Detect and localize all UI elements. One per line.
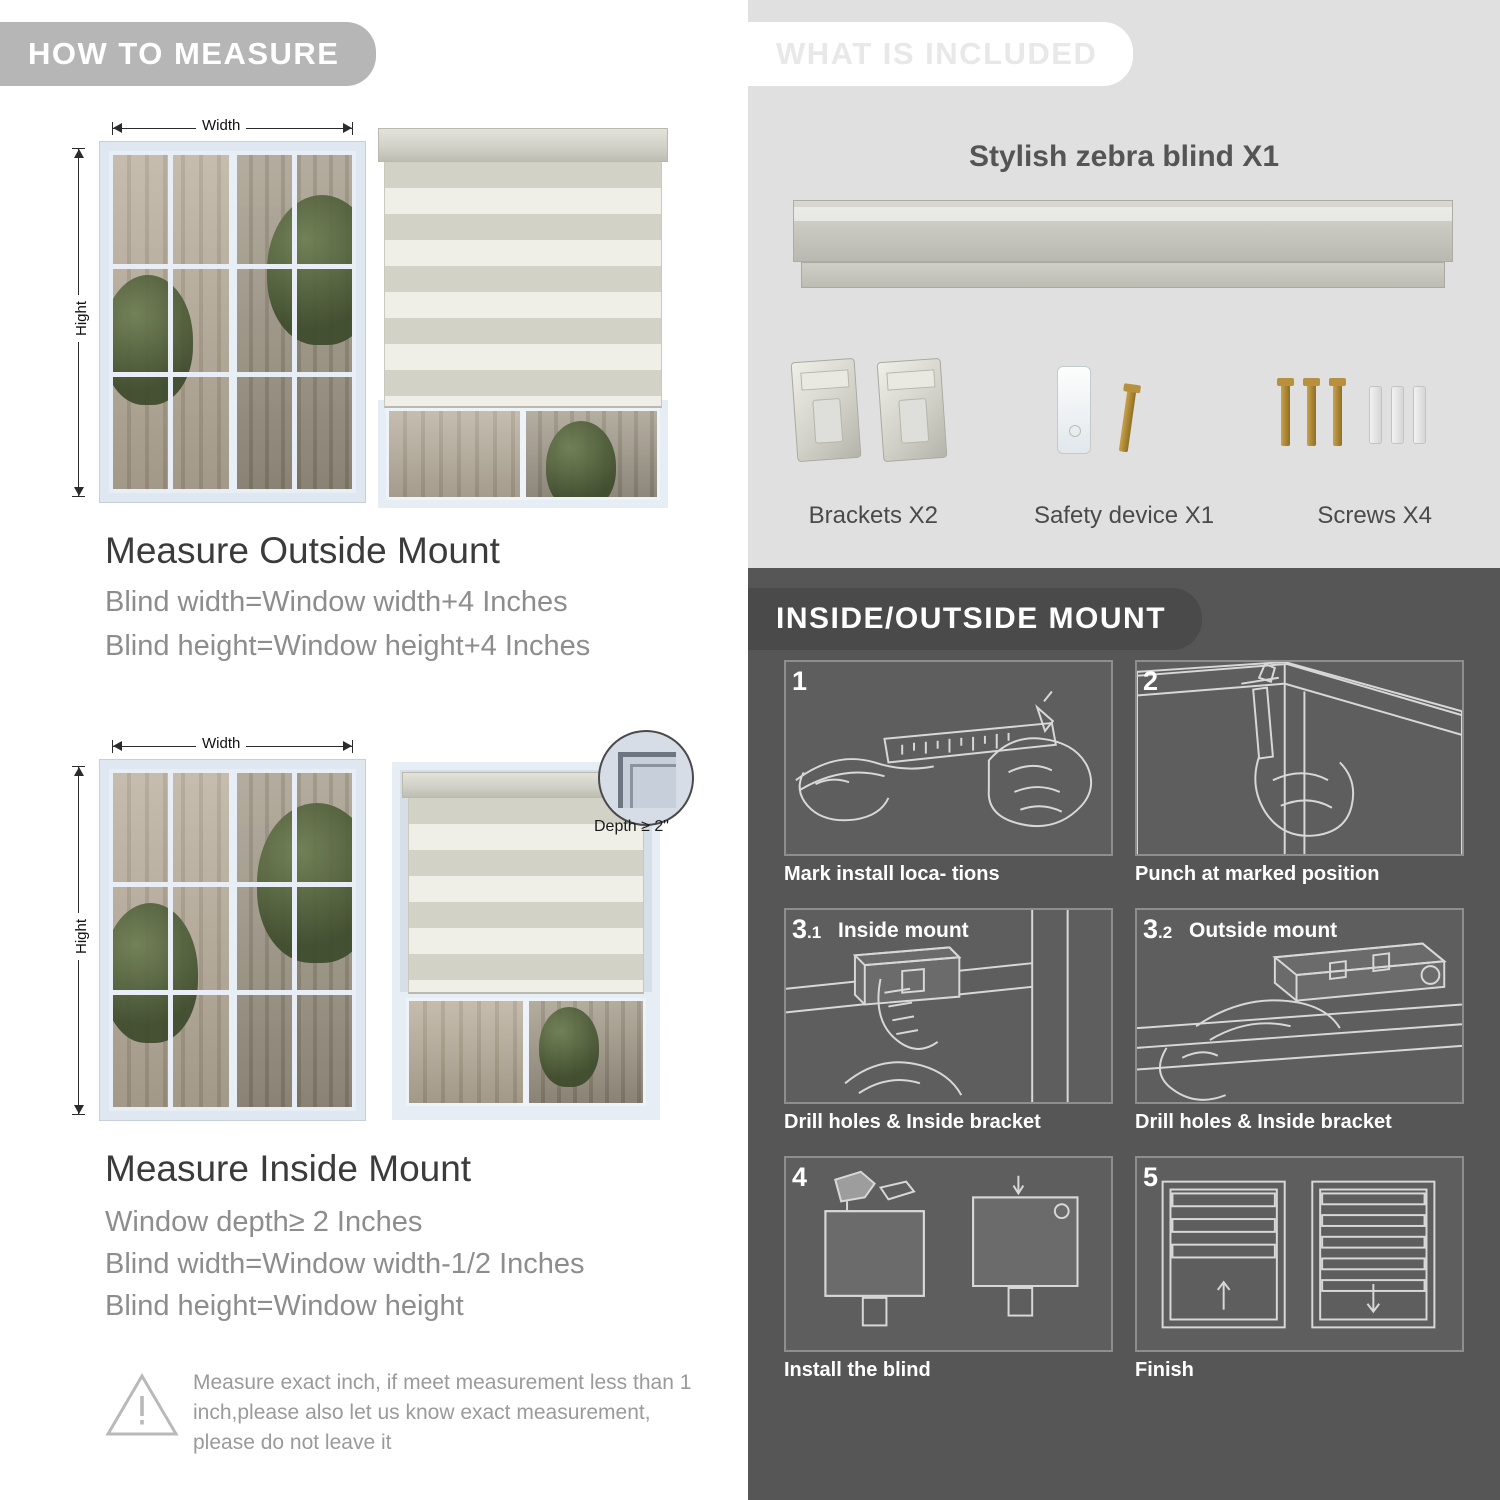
outside-mount-heading: Measure Outside Mount — [105, 530, 500, 571]
inside-outside-mount-panel — [748, 568, 1500, 1500]
screw-icon — [1333, 384, 1342, 446]
step-1-number: 1 — [792, 666, 808, 696]
window-pane — [233, 769, 357, 1111]
outside-width-tick-right — [352, 122, 353, 135]
install-blind-sketch — [786, 1158, 1111, 1351]
step-3-2-caption: Drill holes & Inside bracket — [1135, 1111, 1392, 1133]
mount-step-5 — [1135, 1156, 1464, 1382]
mount-step-4 — [784, 1156, 1113, 1382]
step-3-1-caption: Drill holes & Inside bracket — [784, 1111, 1041, 1133]
zebra-fabric-outside — [384, 162, 662, 408]
outside-height-tick-bottom — [72, 496, 85, 497]
mount-step-2 — [1135, 660, 1464, 886]
outside-width-arrow-left — [113, 123, 122, 133]
step-2-illustration — [1135, 660, 1464, 856]
finished-blinds-sketch — [1137, 1158, 1462, 1351]
included-caption: Stylish zebra blind X1 — [968, 140, 1280, 173]
screw-icon — [1307, 384, 1316, 446]
window-behind-blind-outside — [378, 400, 668, 508]
depth-callout-label: Depth ≥ 2" — [594, 818, 669, 835]
how-to-measure-panel — [0, 0, 740, 1500]
bracket-icon — [877, 358, 948, 462]
step-3-1-illustration — [784, 908, 1113, 1104]
step-4-caption: Install the blind — [784, 1359, 931, 1381]
zebra-blind-headrail-image — [793, 200, 1453, 300]
step-3-1-number: 3.1 — [792, 914, 822, 944]
blind-illustration-outside — [378, 128, 668, 508]
warning-triangle-icon — [105, 1372, 179, 1438]
screw-icon — [1118, 390, 1136, 453]
inside-width-tick-right — [352, 740, 353, 753]
wall-anchor-icon — [1391, 386, 1404, 444]
step-2-caption: Punch at marked position — [1135, 863, 1380, 885]
inside-mount-line-2: Blind width=Window width-1/2 Inches — [105, 1248, 585, 1280]
step-1-caption: Mark install loca- tions — [784, 863, 1000, 885]
step-5-caption: Finish — [1135, 1359, 1194, 1381]
inside-height-arrow-up — [74, 767, 84, 776]
inside-width-arrow-right — [343, 741, 352, 751]
window-illustration-inside — [100, 760, 365, 1120]
outside-width-arrow-right — [343, 123, 352, 133]
wall-anchor-icon — [1413, 386, 1426, 444]
included-parts-row — [748, 348, 1500, 538]
drill-punch-sketch — [1137, 662, 1462, 855]
mount-step-3-2 — [1135, 908, 1464, 1134]
outside-height-arrow-up — [74, 149, 84, 158]
inside-mount-line-3: Blind height=Window height — [105, 1290, 464, 1322]
how-to-measure-title: HOW TO MEASURE — [0, 22, 376, 86]
depth-callout-circle — [598, 730, 694, 826]
inside-height-arrow-down — [74, 1105, 84, 1114]
outside-width-label: Width — [196, 117, 246, 134]
step-5-number: 5 — [1143, 1162, 1159, 1192]
inside-height-label: Hight — [73, 913, 90, 960]
part-screws — [1249, 348, 1500, 538]
step-3-2-subtitle: Outside mount — [1189, 919, 1338, 942]
hand-measuring-sketch — [786, 662, 1111, 855]
window-behind-blind-inside — [400, 992, 652, 1112]
mount-step-1 — [784, 660, 1113, 886]
part-brackets — [748, 348, 999, 538]
step-5-illustration — [1135, 1156, 1464, 1352]
step-3-2-number: 3.2 — [1143, 914, 1173, 944]
inside-width-arrow-left — [113, 741, 122, 751]
window-pane — [233, 151, 357, 493]
inside-height-tick-bottom — [72, 1114, 85, 1115]
window-pane — [109, 151, 233, 493]
step-3-1-subtitle: Inside mount — [838, 919, 969, 942]
mount-steps-grid — [784, 660, 1464, 1382]
mount-title: INSIDE/OUTSIDE MOUNT — [748, 588, 1202, 650]
part-label-screws: Screws X4 — [1317, 502, 1433, 529]
inside-width-label: Width — [196, 735, 246, 752]
outside-height-label: Hight — [73, 295, 90, 342]
step-1-illustration — [784, 660, 1113, 856]
safety-device-icon — [1057, 366, 1091, 454]
inside-mount-line-1: Window depth≥ 2 Inches — [105, 1206, 423, 1238]
step-3-2-illustration — [1135, 908, 1464, 1104]
part-safety-device — [999, 348, 1250, 538]
step-2-number: 2 — [1143, 666, 1159, 696]
how-to-measure-title-pill — [0, 22, 376, 86]
measure-note-text: Measure exact inch, if meet measurement less than 1 inch,please also let us know exact measurement, please do not leave it — [193, 1371, 692, 1454]
window-illustration-outside — [100, 142, 365, 502]
mount-title-pill — [748, 588, 1202, 650]
window-pane — [109, 769, 233, 1111]
outside-mount-line-1: Blind width=Window width+4 Inches — [105, 586, 568, 618]
part-label-brackets: Brackets X2 — [808, 502, 939, 529]
what-is-included-panel — [748, 0, 1500, 568]
bracket-icon — [791, 358, 862, 462]
included-title: WHAT IS INCLUDED — [748, 22, 1133, 86]
mount-step-3-1 — [784, 908, 1113, 1134]
step-4-illustration — [784, 1156, 1113, 1352]
outside-mount-line-2: Blind height=Window height+4 Inches — [105, 630, 591, 662]
part-label-safety: Safety device X1 — [1033, 502, 1215, 529]
included-title-pill — [748, 22, 1133, 86]
blind-valance-outside — [378, 128, 668, 162]
screw-icon — [1281, 384, 1290, 446]
inside-mount-heading: Measure Inside Mount — [105, 1148, 472, 1189]
step-4-number: 4 — [792, 1162, 808, 1192]
wall-anchor-icon — [1369, 386, 1382, 444]
outside-height-arrow-down — [74, 487, 84, 496]
